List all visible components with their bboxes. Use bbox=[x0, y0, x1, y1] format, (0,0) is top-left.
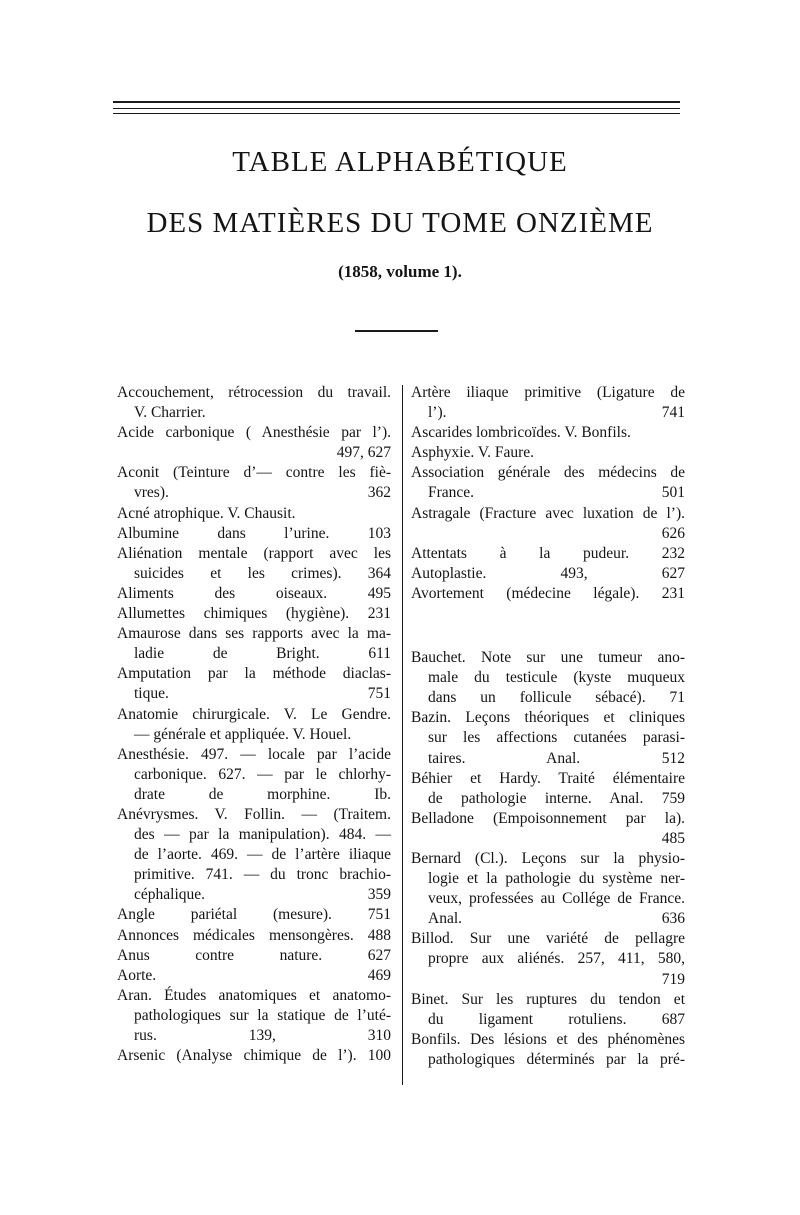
index-entry-line: Belladone (Empoisonnement par la). bbox=[411, 809, 685, 827]
index-entry-line: Amputation par la méthode diaclas- bbox=[117, 665, 391, 683]
index-entry-line: Artère iliaque primitive (Ligature de bbox=[411, 384, 685, 401]
index-entry-line: propre aux aliénés. 257, 411, 580, bbox=[428, 950, 685, 968]
index-entry-line: Attentats à la pudeur. 232 bbox=[411, 544, 685, 562]
index-entry-line: du ligament rotuliens. 687 bbox=[428, 1010, 685, 1028]
index-entry-line: Aorte. 469 bbox=[117, 966, 391, 984]
index-left-column bbox=[117, 383, 391, 1066]
index-entry-line: Albumine dans l’urine. 103 bbox=[117, 524, 391, 542]
index-entry-line: rus. 139, 310 bbox=[134, 1027, 391, 1044]
index-entry-line: Anatomie chirurgicale. V. Le Gendre. bbox=[117, 705, 391, 723]
title-separator-rule bbox=[355, 330, 438, 332]
index-entry-line: — générale et appliquée. V. Houel. bbox=[134, 725, 352, 743]
page-title-line2: DES MATIÈRES DU TOME ONZIÈME bbox=[146, 207, 654, 239]
index-entry-line: pathologiques sur la statique de l’uté- bbox=[134, 1006, 391, 1024]
index-entry-line: Aran. Études anatomiques et anatomo- bbox=[117, 986, 391, 1004]
index-entry-line: primitive. 741. — du tronc brachio- bbox=[134, 866, 391, 884]
index-entry-line: carbonique. 627. — par le chlorhy- bbox=[134, 765, 391, 783]
index-entry-line: 497, 627 bbox=[336, 444, 391, 462]
index-entry-line: Angle pariétal (mesure). 751 bbox=[117, 906, 391, 924]
index-entry-line: Bauchet. Note sur une tumeur ano- bbox=[411, 649, 685, 667]
index-entry-line: Aliments des oiseaux. 495 bbox=[117, 584, 391, 602]
index-entry-line: Allumettes chimiques (hygiène). 231 bbox=[117, 605, 391, 623]
index-entry-line: Autoplastie. 493, 627 bbox=[411, 564, 685, 582]
index-entry-line: 719 bbox=[661, 970, 685, 988]
index-entry-line: Astragale (Fracture avec luxation de l’). bbox=[411, 504, 685, 522]
index-entry-line: des — par la manipulation). 484. — bbox=[134, 826, 391, 844]
index-right-column bbox=[411, 383, 685, 1070]
index-entry-line: Aliénation mentale (rapport avec les bbox=[117, 544, 391, 562]
index-entry-line: sur les affections cutanées parasi- bbox=[428, 729, 685, 747]
index-entry-line: veux, professées au Collége de France. bbox=[428, 890, 685, 908]
index-entry-line: Bernard (Cl.). Leçons sur la physio- bbox=[411, 849, 685, 867]
section-gap bbox=[411, 604, 685, 648]
index-entry-line: pathologiques déterminés par la pré- bbox=[428, 1050, 685, 1068]
index-entry-line: 626 bbox=[661, 524, 685, 542]
index-entry-line: Annonces médicales mensongères. 488 bbox=[117, 926, 391, 944]
top-rule-thick bbox=[113, 101, 680, 103]
index-entry-line: Anal. 636 bbox=[428, 910, 685, 928]
index-entry-line: dans un follicule sébacé). 71 bbox=[428, 689, 685, 707]
index-entry-line: Anévrysmes. V. Follin. — (Traitem. bbox=[117, 805, 391, 823]
index-entry-line: Acné atrophique. V. Chausit. bbox=[117, 504, 296, 522]
index-entry-line: Arsenic (Analyse chimique de l’). 100 bbox=[117, 1047, 391, 1065]
top-rule-thin-2 bbox=[113, 113, 680, 114]
index-entry-line: Avortement (médecine légale). 231 bbox=[411, 584, 685, 602]
index-entry-line: France. 501 bbox=[428, 484, 685, 502]
top-rule-thin bbox=[113, 108, 680, 109]
index-entry-line: Anus contre nature. 627 bbox=[117, 946, 391, 964]
index-entry-line: drate de morphine. Ib. bbox=[134, 785, 391, 803]
index-entry-line: V. Charrier. bbox=[134, 404, 206, 422]
index-entry-line: Amaurose dans ses rapports avec la ma- bbox=[117, 625, 391, 643]
index-entry-line: Bazin. Leçons théoriques et cliniques bbox=[411, 709, 685, 727]
index-entry-line: Acide carbonique ( Anesthésie par l’). bbox=[117, 424, 391, 442]
column-divider bbox=[402, 385, 403, 1085]
index-entry-line: logie et la pathologie du système ner- bbox=[428, 870, 685, 888]
index-entry-line: 485 bbox=[661, 829, 685, 847]
page-subtitle: (1858, volume 1). bbox=[338, 262, 462, 281]
index-entry-line: male du testicule (kyste muqueux bbox=[428, 669, 685, 687]
index-entry-line: ladie de Bright. 611 bbox=[134, 645, 391, 663]
index-entry-line: l’). 741 bbox=[428, 404, 685, 422]
index-entry-line: Asphyxie. V. Faure. bbox=[411, 444, 534, 462]
index-entry-line: Béhier et Hardy. Traité élémentaire bbox=[411, 769, 685, 787]
index-entry-line: céphalique. 359 bbox=[134, 886, 391, 904]
index-entry-line: Bonfils. Des lésions et des phénomènes bbox=[411, 1030, 685, 1048]
page-title-line1: TABLE ALPHABÉTIQUE bbox=[232, 146, 568, 178]
index-entry-line: Accouchement, rétrocession du travail. bbox=[117, 384, 391, 401]
index-entry-line: vres). 362 bbox=[134, 484, 391, 502]
index-entry-line: taires. Anal. 512 bbox=[428, 749, 685, 767]
index-entry-line: de pathologie interne. Anal. 759 bbox=[428, 789, 685, 807]
index-entry-line: Anesthésie. 497. — locale par l’acide bbox=[117, 745, 391, 763]
index-entry-line: Aconit (Teinture d’— contre les fiè- bbox=[117, 464, 391, 482]
index-entry-line: suicides et les crimes). 364 bbox=[134, 564, 391, 582]
index-entry-line: tique. 751 bbox=[134, 685, 391, 703]
index-entry-line: Binet. Sur les ruptures du tendon et bbox=[411, 990, 685, 1008]
index-entry-line: Ascarides lombricoïdes. V. Bonfils. bbox=[411, 424, 631, 442]
index-entry-line: Billod. Sur une variété de pellagre bbox=[411, 930, 685, 948]
index-entry-line: Association générale des médecins de bbox=[411, 464, 685, 482]
index-entry-line: de l’aorte. 469. — de l’artère iliaque bbox=[134, 846, 391, 864]
